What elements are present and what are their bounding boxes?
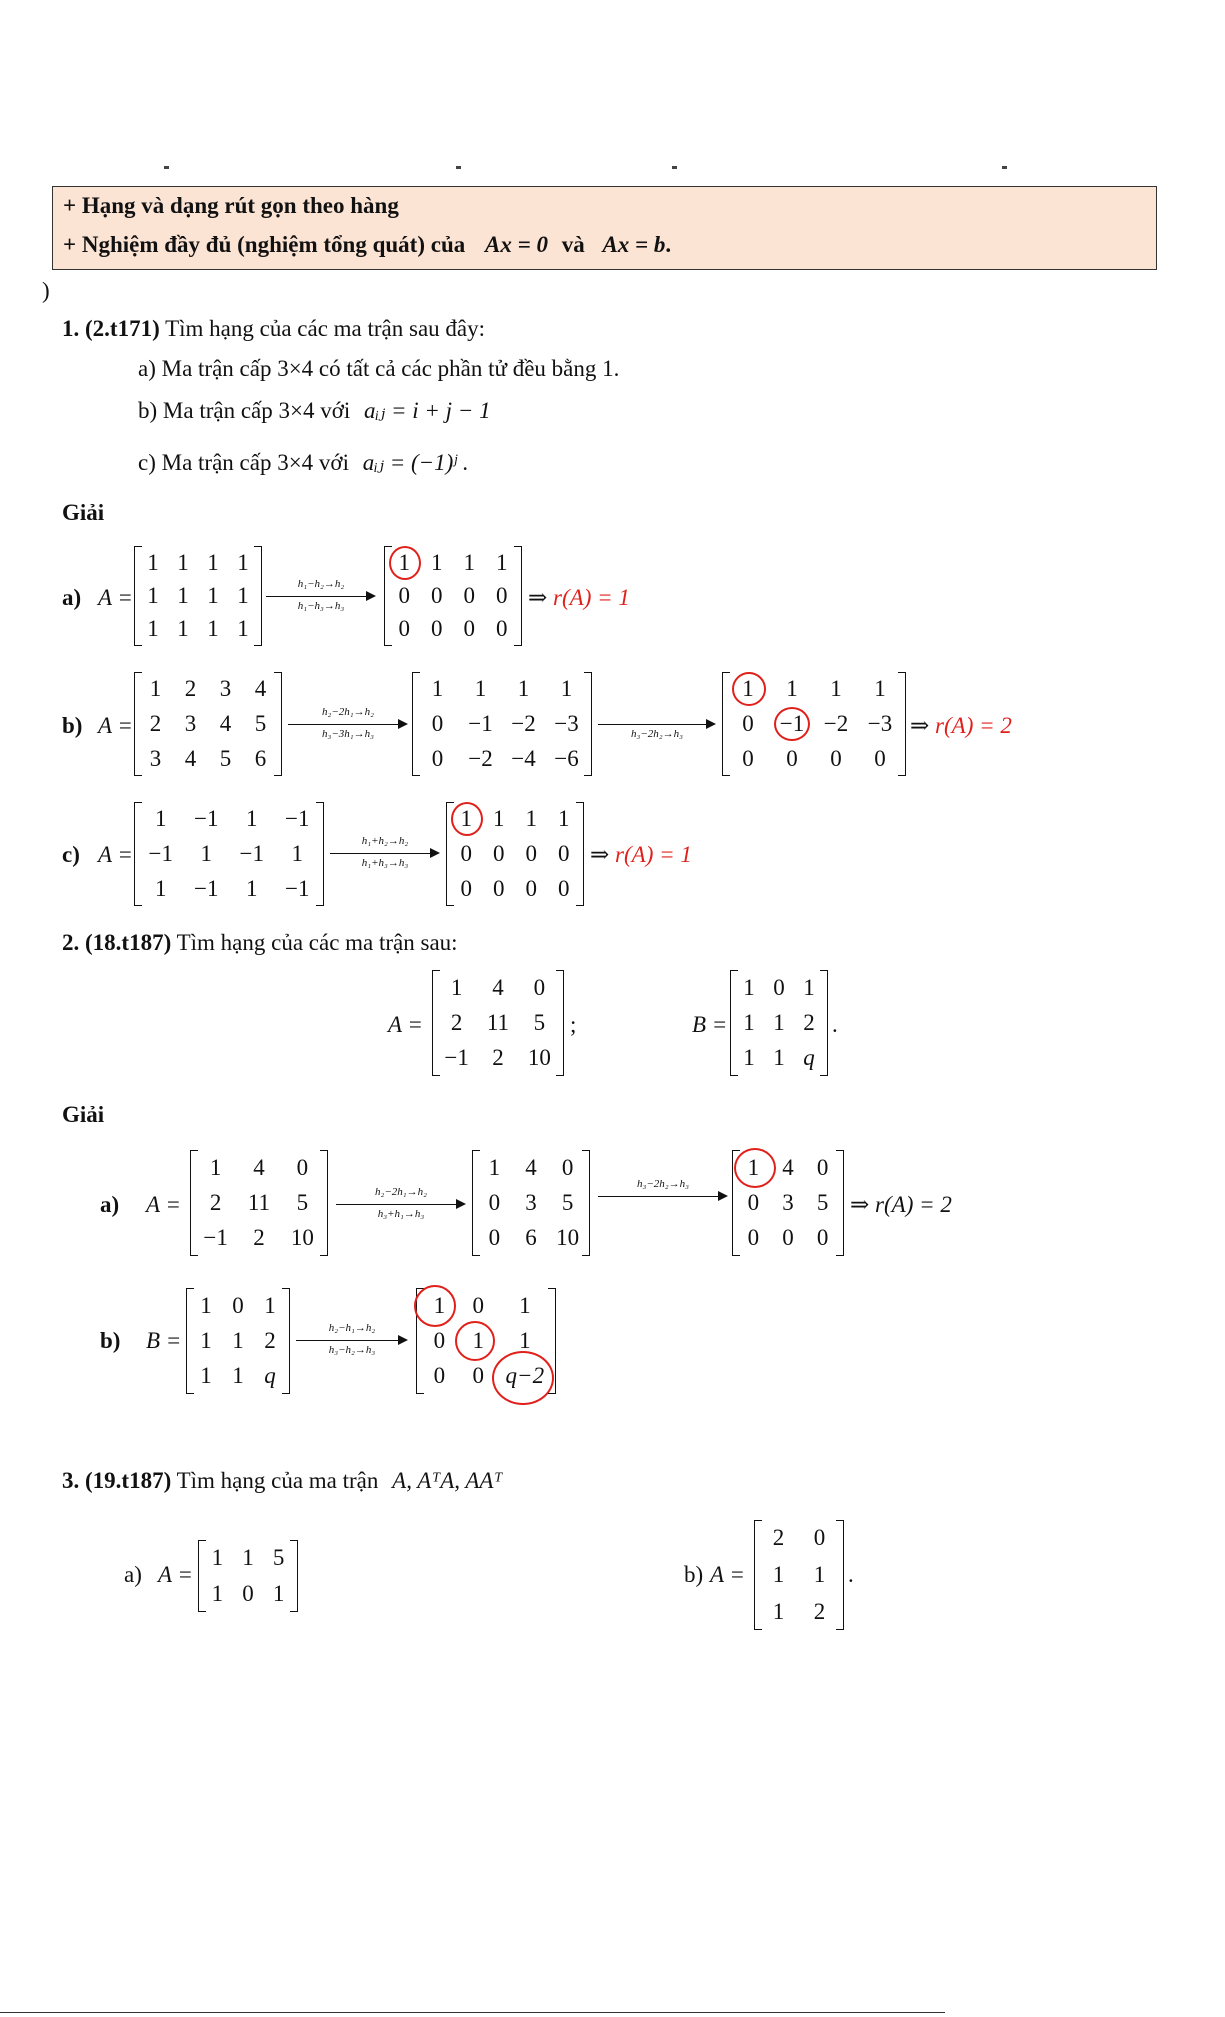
matrix-cell: 1 xyxy=(149,676,162,702)
row-operation-arrow xyxy=(288,706,408,746)
matrix-cell: 1 xyxy=(177,582,189,608)
rank-result: r(A) = 1 xyxy=(615,842,692,867)
matrix-cell: 1 xyxy=(431,676,444,702)
page-edge-mark xyxy=(672,166,677,169)
matrix-cell: 1 xyxy=(211,1545,224,1570)
matrix-cell: 1 xyxy=(147,616,159,642)
problem-3-a-label: a) xyxy=(124,1562,142,1587)
matrix-cell: 1 xyxy=(200,1327,212,1353)
matrix-cell: −1 xyxy=(444,1045,469,1071)
matrix-cell: 0 xyxy=(433,1327,446,1353)
matrix-cell: 5 xyxy=(296,1189,309,1215)
matrix-cell: 1 xyxy=(496,549,508,575)
problem-3-b-lhs: A = xyxy=(710,1562,745,1587)
page-edge-mark xyxy=(1002,166,1007,169)
matrix-cell: 10 xyxy=(527,1045,551,1071)
matrix-cell: 1 xyxy=(519,1292,531,1318)
matrix-cell: 0 xyxy=(398,582,410,608)
pivot-cell xyxy=(498,1363,552,1389)
matrix-cell: 1 xyxy=(431,549,443,575)
matrix-cell: 1 xyxy=(560,676,573,702)
pivot-value: 1 xyxy=(472,1327,484,1353)
matrix-cell: −4 xyxy=(511,745,536,771)
matrix-cell: 4 xyxy=(184,745,197,771)
summary-line-2 xyxy=(63,232,671,258)
solution-1b-lhs: A = xyxy=(98,713,133,738)
problem-1 xyxy=(62,316,485,342)
stray-parenthesis: ) xyxy=(42,278,50,303)
pivot-circle xyxy=(455,1321,495,1361)
matrix-cell: 0 xyxy=(558,875,570,901)
matrix-cell: 0 xyxy=(488,1225,501,1251)
problem-3-b-label: b) xyxy=(684,1562,704,1587)
matrix-cell: 0 xyxy=(558,840,570,866)
row-op-label: h₃−2h₂→h₃ xyxy=(631,728,683,740)
matrix-cell: 1 xyxy=(264,1292,276,1318)
separator: ; xyxy=(570,1012,577,1037)
equation-ax-0: Ax = 0 xyxy=(485,232,548,257)
conjunction: và xyxy=(561,232,585,257)
summary-box xyxy=(52,186,1157,270)
solution-heading-2: Giải xyxy=(62,1102,105,1127)
matrix-cell: 4 xyxy=(254,676,267,702)
matrix-cell: 1 xyxy=(291,840,303,866)
solution-2a-label: a) xyxy=(100,1192,120,1217)
matrix-cell: 0 xyxy=(296,1154,309,1180)
row-op-label: h₁+h₃→h₃ xyxy=(361,857,409,869)
pivot-cell xyxy=(388,550,421,576)
matrix-cell: 1 xyxy=(517,676,530,702)
pivot-circle xyxy=(414,1285,456,1327)
result-1c xyxy=(590,842,692,868)
matrix-cell: 3 xyxy=(184,710,197,736)
matrix-cell: 6 xyxy=(525,1225,537,1251)
matrix-cell: 2 xyxy=(149,710,162,736)
matrix-cell: 11 xyxy=(247,1189,271,1215)
matrix-cell: 1 xyxy=(525,806,537,832)
pivot-value: −1 xyxy=(779,710,805,736)
result-1a xyxy=(528,585,630,611)
pivot-circle xyxy=(732,672,766,706)
matrix-cell: −1 xyxy=(203,1225,228,1251)
matrix-cell: −1 xyxy=(194,806,219,832)
matrix-cell: 1 xyxy=(519,1327,531,1353)
row-operation-arrow xyxy=(598,706,716,746)
period: . xyxy=(832,1012,838,1037)
matrix-cell: 1 xyxy=(803,974,815,1000)
matrix-cell: 1 xyxy=(232,1363,244,1389)
rank-result: r(A) = 2 xyxy=(875,1192,952,1217)
matrix-cell: 1 xyxy=(743,1045,755,1071)
matrix-1a-original xyxy=(138,546,258,646)
matrix-cell: 4 xyxy=(782,1154,794,1180)
pivot-cell xyxy=(726,676,770,702)
matrix-2b-original xyxy=(190,1288,286,1394)
matrix-1c-original xyxy=(138,802,320,906)
problem-1-a: a) Ma trận cấp 3×4 có tất cả các phần tử đều bằng 1. xyxy=(138,356,620,381)
matrix-cell: 1 xyxy=(200,1363,212,1389)
matrix-1b-reduced xyxy=(726,672,902,776)
matrix-cell: 0 xyxy=(493,840,505,866)
matrix-cell: 0 xyxy=(747,1189,760,1215)
matrix-cell: 4 xyxy=(219,710,232,736)
row-operation-arrow xyxy=(330,835,440,875)
matrix-cell: −1 xyxy=(148,840,173,866)
solution-2b-lhs: B = xyxy=(146,1328,182,1353)
matrix-cell: 2 xyxy=(253,1225,265,1251)
problem-2-title: 2. (18.t187) xyxy=(62,930,172,955)
matrix-cell: 1 xyxy=(237,616,249,642)
matrix-cell: 0 xyxy=(874,745,886,771)
matrix-cell: 0 xyxy=(525,840,537,866)
problem-3-text: Tìm hạng của ma trận xyxy=(171,1468,379,1493)
problem-3 xyxy=(62,1468,502,1494)
problem-3-formula: A, AᵀA, AAᵀ xyxy=(392,1468,503,1493)
page-edge-mark xyxy=(164,166,169,169)
matrix-cell: 5 xyxy=(254,710,267,736)
problem-1-text: Tìm hạng của các ma trận sau đây: xyxy=(159,316,486,341)
matrix-cell: 1 xyxy=(177,549,189,575)
period: . xyxy=(665,232,672,257)
matrix-cell: 2 xyxy=(209,1189,222,1215)
matrix-2a-step1 xyxy=(476,1150,586,1256)
pivot-circle xyxy=(492,1351,554,1405)
matrix-cell: 11 xyxy=(486,1009,510,1035)
matrix-cell: 1 xyxy=(200,840,212,866)
matrix-cell: 0 xyxy=(463,582,475,608)
pivot-cell xyxy=(450,806,483,832)
problem-1-b xyxy=(138,398,491,424)
matrix-cell: 0 xyxy=(533,974,546,1000)
matrix-3-a xyxy=(202,1540,294,1612)
matrix-cell: 1 xyxy=(200,1292,212,1318)
solution-1a-lhs: A = xyxy=(98,585,133,610)
matrix-cell: 6 xyxy=(254,745,267,771)
solution-1a-label: a) xyxy=(62,585,82,610)
matrix-cell: 0 xyxy=(431,616,443,642)
row-operation-arrow xyxy=(296,1322,408,1362)
matrix-1a-reduced xyxy=(388,546,518,646)
matrix-cell: 1 xyxy=(772,1598,785,1624)
matrix-cell: 1 xyxy=(207,616,219,642)
matrix-cell: 0 xyxy=(816,1225,829,1251)
matrix-cell: 1 xyxy=(786,676,798,702)
problem-1-c-formula: aᵢⱼ = (−1)ʲ . xyxy=(362,450,469,475)
matrix-1b-step1 xyxy=(416,672,588,776)
matrix-cell: q xyxy=(264,1363,276,1389)
matrix-cell: 0 xyxy=(472,1363,484,1389)
matrix-cell: q xyxy=(803,1045,815,1071)
matrix-cell: −1 xyxy=(239,840,264,866)
matrix-2a-original xyxy=(194,1150,324,1256)
matrix-cell: 10 xyxy=(290,1225,314,1251)
matrix-cell: 1 xyxy=(209,1154,222,1180)
matrix-cell: 2 xyxy=(772,1525,785,1551)
matrix-cell: 3 xyxy=(149,745,162,771)
matrix-cell: 0 xyxy=(472,1292,484,1318)
matrix-cell: 1 xyxy=(246,875,258,901)
matrix-cell: 2 xyxy=(492,1045,504,1071)
matrix-cell: 1 xyxy=(772,1561,785,1587)
matrix-3-b xyxy=(758,1520,840,1630)
matrix-cell: −1 xyxy=(285,875,310,901)
matrix-cell: 5 xyxy=(533,1009,546,1035)
matrix-cell: 1 xyxy=(743,1009,755,1035)
matrix-cell: 1 xyxy=(177,616,189,642)
problem-2-b-lhs: B = xyxy=(692,1012,728,1037)
pivot-cell xyxy=(770,711,814,737)
matrix-cell: 0 xyxy=(496,582,508,608)
problem-3-a-lhs: A = xyxy=(158,1562,193,1587)
matrix-cell: −1 xyxy=(194,875,219,901)
solution-heading-1: Giải xyxy=(62,500,105,525)
matrix-cell: 1 xyxy=(450,974,463,1000)
page-bottom-rule xyxy=(0,2012,945,2013)
pivot-value: 1 xyxy=(460,806,472,832)
matrix-cell: −1 xyxy=(285,806,310,832)
matrix-cell: 10 xyxy=(556,1225,580,1251)
implies-arrow: ⇒ xyxy=(528,585,548,610)
row-op-label: h₂−2h₁→h₂ xyxy=(322,706,374,718)
pivot-value: 1 xyxy=(433,1292,446,1318)
matrix-cell: 2 xyxy=(813,1598,826,1624)
summary-line-1: + Hạng và dạng rút gọn theo hàng xyxy=(63,193,399,218)
matrix-cell: 1 xyxy=(272,1581,285,1606)
matrix-cell: 0 xyxy=(773,974,785,1000)
pivot-circle xyxy=(774,707,810,741)
pivot-value: 1 xyxy=(747,1154,760,1180)
pivot-circle xyxy=(389,546,421,580)
matrix-cell: 1 xyxy=(493,806,505,832)
row-operation-arrow xyxy=(336,1186,466,1226)
page-edge-mark xyxy=(456,166,461,169)
pivot-value: 1 xyxy=(742,676,754,702)
problem-1-b-text: b) Ma trận cấp 3×4 với xyxy=(138,398,351,423)
solution-2b-label: b) xyxy=(100,1328,121,1353)
matrix-cell: −2 xyxy=(823,710,849,736)
matrix-cell: 0 xyxy=(398,616,410,642)
row-op-label: h₁−h₂→h₂ xyxy=(297,578,345,590)
matrix-cell: 0 xyxy=(460,840,472,866)
matrix-cell: −6 xyxy=(554,745,579,771)
matrix-cell: 1 xyxy=(232,1327,244,1353)
row-op-label: h₃−2h₂→h₃ xyxy=(637,1178,689,1190)
matrix-cell: 1 xyxy=(207,582,219,608)
matrix-cell: 1 xyxy=(830,676,842,702)
period: . xyxy=(848,1562,854,1587)
matrix-cell: 0 xyxy=(782,1225,794,1251)
row-operation-arrow xyxy=(598,1178,728,1218)
rank-result: r(A) = 1 xyxy=(553,585,630,610)
row-op-label: h₂−2h₁→h₂ xyxy=(375,1186,427,1198)
matrix-cell: 0 xyxy=(561,1154,574,1180)
result-2a xyxy=(850,1192,952,1218)
matrix-cell: 0 xyxy=(431,582,443,608)
matrix-cell: 0 xyxy=(816,1154,829,1180)
matrix-cell: 1 xyxy=(246,806,258,832)
matrix-cell: 1 xyxy=(211,1581,224,1606)
matrix-cell: 0 xyxy=(830,745,842,771)
matrix-cell: 0 xyxy=(242,1581,254,1606)
matrix-cell: 0 xyxy=(747,1225,760,1251)
problem-1-b-formula: aᵢⱼ = i + j − 1 xyxy=(364,398,491,423)
matrix-cell: 4 xyxy=(525,1154,537,1180)
matrix-cell: 1 xyxy=(874,676,886,702)
row-op-label: h₃+h₁→h₃ xyxy=(377,1208,425,1220)
problem-1-c-text: c) Ma trận cấp 3×4 với xyxy=(138,450,349,475)
matrix-cell: 1 xyxy=(474,676,487,702)
matrix-cell: 1 xyxy=(773,1045,785,1071)
pivot-circle xyxy=(451,802,483,836)
matrix-cell: −1 xyxy=(468,710,493,736)
summary-line-2-text: + Nghiệm đầy đủ (nghiệm tổng quát) của xyxy=(63,232,466,257)
implies-arrow: ⇒ xyxy=(590,842,610,867)
problem-1-title: 1. (2.t171) xyxy=(62,316,160,341)
solution-1b-label: b) xyxy=(62,713,83,738)
matrix-cell: 5 xyxy=(561,1189,574,1215)
matrix-2b-reduced xyxy=(420,1288,552,1394)
matrix-cell: 1 xyxy=(237,549,249,575)
matrix-cell: 0 xyxy=(786,745,798,771)
matrix-cell: 1 xyxy=(147,549,159,575)
matrix-cell: 0 xyxy=(742,745,754,771)
matrix-cell: 0 xyxy=(431,710,444,736)
implies-arrow: ⇒ xyxy=(850,1192,870,1217)
matrix-cell: 0 xyxy=(463,616,475,642)
matrix-1c-reduced xyxy=(450,802,580,906)
matrix-cell: 1 xyxy=(773,1009,785,1035)
pivot-value: q−2 xyxy=(505,1363,545,1389)
solution-1c-label: c) xyxy=(62,842,80,867)
matrix-cell: 1 xyxy=(155,875,167,901)
row-op-label: h₁+h₂→h₂ xyxy=(361,835,409,847)
matrix-cell: 1 xyxy=(147,582,159,608)
equation-ax-b: Ax = b xyxy=(602,232,666,257)
result-1b xyxy=(910,713,1012,739)
matrix-cell: 0 xyxy=(232,1292,244,1318)
matrix-cell: −3 xyxy=(554,710,579,736)
rank-result: r(A) = 2 xyxy=(935,713,1012,738)
matrix-cell: 1 xyxy=(155,806,167,832)
matrix-cell: −2 xyxy=(468,745,493,771)
row-op-label: h₁−h₃→h₃ xyxy=(297,600,345,612)
solution-1c-lhs: A = xyxy=(98,842,133,867)
matrix-cell: 2 xyxy=(803,1009,815,1035)
matrix-cell: 0 xyxy=(496,616,508,642)
matrix-cell: 3 xyxy=(219,676,232,702)
problem-2-text: Tìm hạng của các ma trận sau: xyxy=(171,930,458,955)
pivot-cell xyxy=(420,1293,459,1319)
matrix-cell: 1 xyxy=(463,549,475,575)
matrix-cell: −2 xyxy=(511,710,536,736)
solution-2a-lhs: A = xyxy=(146,1192,181,1217)
matrix-cell: 2 xyxy=(184,676,197,702)
matrix-cell: 0 xyxy=(813,1525,826,1551)
matrix-2-A xyxy=(436,970,560,1076)
matrix-cell: 5 xyxy=(272,1545,285,1570)
matrix-cell: 1 xyxy=(207,549,219,575)
problem-2 xyxy=(62,930,458,956)
matrix-cell: 3 xyxy=(782,1189,794,1215)
row-op-label: h₃−h₂→h₃ xyxy=(328,1344,376,1356)
matrix-cell: 0 xyxy=(488,1189,501,1215)
pivot-cell xyxy=(736,1155,771,1181)
matrix-cell: 1 xyxy=(743,974,755,1000)
matrix-cell: 1 xyxy=(488,1154,501,1180)
matrix-cell: 5 xyxy=(816,1189,829,1215)
matrix-cell: 5 xyxy=(219,745,232,771)
problem-3-title: 3. (19.t187) xyxy=(62,1468,172,1493)
pivot-cell xyxy=(459,1328,498,1354)
matrix-cell: 0 xyxy=(431,745,444,771)
matrix-cell: 2 xyxy=(450,1009,463,1035)
matrix-cell: 4 xyxy=(253,1154,265,1180)
matrix-cell: 0 xyxy=(742,710,754,736)
implies-arrow: ⇒ xyxy=(910,713,930,738)
matrix-cell: 1 xyxy=(242,1545,254,1570)
matrix-2a-reduced xyxy=(736,1150,840,1256)
row-op-label: h₂−h₁→h₂ xyxy=(328,1322,376,1334)
row-op-label: h₃−3h₁→h₃ xyxy=(322,728,374,740)
matrix-cell: 0 xyxy=(433,1363,446,1389)
matrix-cell: 4 xyxy=(492,974,504,1000)
matrix-cell: 0 xyxy=(460,875,472,901)
matrix-cell: 1 xyxy=(237,582,249,608)
matrix-cell: 1 xyxy=(813,1561,826,1587)
matrix-cell: 2 xyxy=(264,1327,276,1353)
problem-1-c xyxy=(138,450,469,476)
matrix-2-B xyxy=(734,970,824,1076)
pivot-value: 1 xyxy=(398,549,410,575)
matrix-cell: 1 xyxy=(558,806,570,832)
matrix-cell: −3 xyxy=(867,710,893,736)
matrix-cell: 3 xyxy=(525,1189,537,1215)
matrix-cell: 0 xyxy=(493,875,505,901)
row-operation-arrow xyxy=(266,578,376,618)
problem-2-a-lhs: A = xyxy=(388,1012,423,1037)
matrix-cell: 0 xyxy=(525,875,537,901)
matrix-1b-original xyxy=(138,672,278,776)
